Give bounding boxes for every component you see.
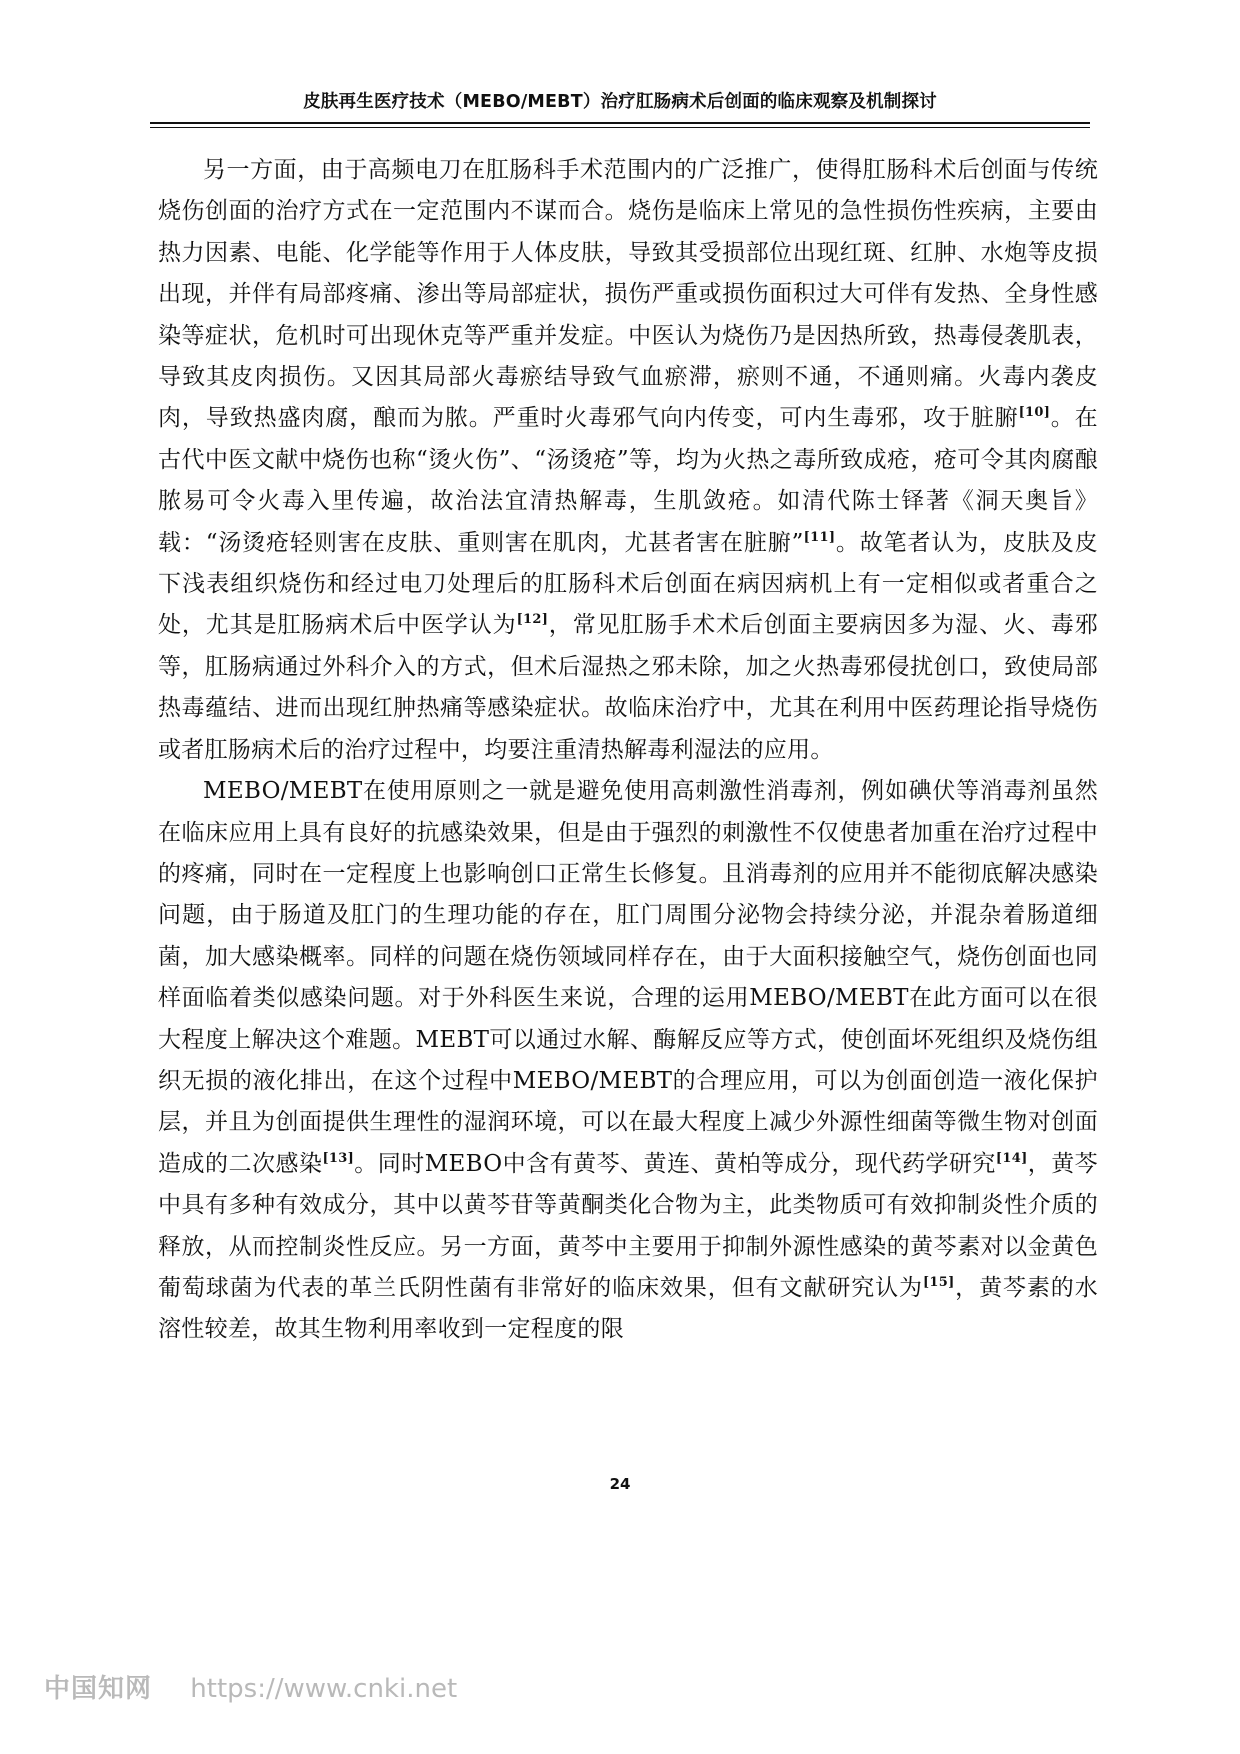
paragraph-text: ，常见肛肠手术术后创面主要病因多为湿、火、毒邪等，肛肠病通过外科介入的方式，但术后湿热之邪未除，加之火热毒邪侵扰创口，致使局部热毒蕴结、进而出现红肿热痛等感染症状。故临床治疗中，尤其在利用中医药理论指导烧伤或者肛肠病术后的治疗过程中，均要注重清热解毒利湿法的应用。 <box>158 612 1099 763</box>
paragraph-text: ，黄芩中具有多种有效成分，其中以黄芩苷等黄酮类化合物为主，此类物质可有效抑制炎性介质的释放，从而控制炎性反应。另一方面，黄芩中主要用于抑制外源性感染的黄芩素对以金黄色葡萄球菌为代表的革兰氏阴性菌有非常好的临床效果，但有文献研究认为 <box>158 1150 1098 1301</box>
body-text <box>158 150 1098 1351</box>
citation-ref: [14] <box>995 1150 1028 1166</box>
header-rule-thick <box>150 122 1090 124</box>
citation-ref: [13] <box>322 1150 355 1166</box>
citation-ref: [15] <box>922 1274 955 1290</box>
paragraph-text: 另一方面，由于高频电刀在肛肠科手术范围内的广泛推广，使得肛肠科术后创面与传统烧伤创面的治疗方式在一定范围内不谋而合。烧伤是临床上常见的急性损伤性疾病，主要由热力因素、电能、化学能等作用于人体皮肤，导致其受损部位出现红斑、红肿、水炮等皮损出现，并伴有局部疼痛、渗出等局部症状，损伤严重或损伤面积过大可伴有发热、全身性感染等症状，危机时可出现休克等严重并发症。中医认为烧伤乃是因热所致，热毒侵袭肌表，导致其皮肉损伤。又因其局部火毒瘀结导致气血瘀滞，瘀则不通，不通则痛。火毒内袭皮肉，导致热盛肉腐，酿而为脓。严重时火毒邪气向内传变，可内生毒邪，攻于脏腑 <box>158 157 1098 432</box>
watermark-logo: 中国知网 <box>44 1674 153 1704</box>
citation-ref: [11] <box>803 529 836 545</box>
paragraph-text: 。在古代中医文献中烧伤也称“烫火伤”、“汤烫疮”等，均为火热之毒所致成疮，疮可令其肉腐酿脓易可令火毒入里传遍，故治法宜清热解毒，生肌敛疮。如清代陈士铎著《洞天奥旨》载：“汤烫疮轻则害在皮肤、重则害在肌肉，尤甚者害在脏腑” <box>158 405 1098 556</box>
citation-ref: [12] <box>516 612 549 628</box>
paragraph-2 <box>158 771 1098 1351</box>
page-number: 24 <box>609 1475 631 1493</box>
paragraph-text: MEBO/MEBT在使用原则之一就是避免使用高刺激性消毒剂，例如碘伏等消毒剂虽然在临床应用上具有良好的抗感染效果，但是由于强烈的刺激性不仅使患者加重在治疗过程中的疼痛，同时在一定程度上也影响创口正常生长修复。且消毒剂的应用并不能彻底解决感染问题，由于肠道及肛门的生理功能的存在，肛门周围分泌物会持续分泌，并混杂着肠道细菌，加大感染概率。同样的问题在烧伤领域同样存在，由于大面积接触空气，烧伤创面也同样面临着类似感染问题。对于外科医生来说，合理的运用MEBO/MEBT在此方面可以在很大程度上解决这个难题。MEBT可以通过水解、酶解反应等方式，使创面坏死组织及烧伤组织无损的液化排出，在这个过程中MEBO/MEBT的合理应用，可以为创面创造一液化保护层，并且为创面提供生理性的湿润环境，可以在最大程度上减少外源性细菌等微生物对创面造成的二次感染 <box>158 778 1098 1177</box>
paragraph-text: 。同时MEBO中含有黄芩、黄连、黄柏等成分，现代药学研究 <box>354 1150 996 1177</box>
paragraph-text: ，黄芩素的水溶性较差，故其生物利用率收到一定程度的限 <box>158 1274 1098 1343</box>
citation-ref: [10] <box>1018 405 1051 421</box>
paragraph-text: 。故笔者认为，皮肤及皮下浅表组织烧伤和经过电刀处理后的肛肠科术后创面在病因病机上有一定相似或者重合之处，尤其是肛肠病术后中医学认为 <box>158 529 1098 639</box>
header-rule-thin <box>150 127 1090 128</box>
cnki-watermark <box>44 1668 457 1705</box>
watermark-url: https://www.cnki.net <box>190 1674 458 1704</box>
running-header: 皮肤再生医疗技术（MEBO/MEBT）治疗肛肠病术后创面的临床观察及机制探讨 <box>303 92 937 112</box>
paragraph-1 <box>158 150 1098 771</box>
